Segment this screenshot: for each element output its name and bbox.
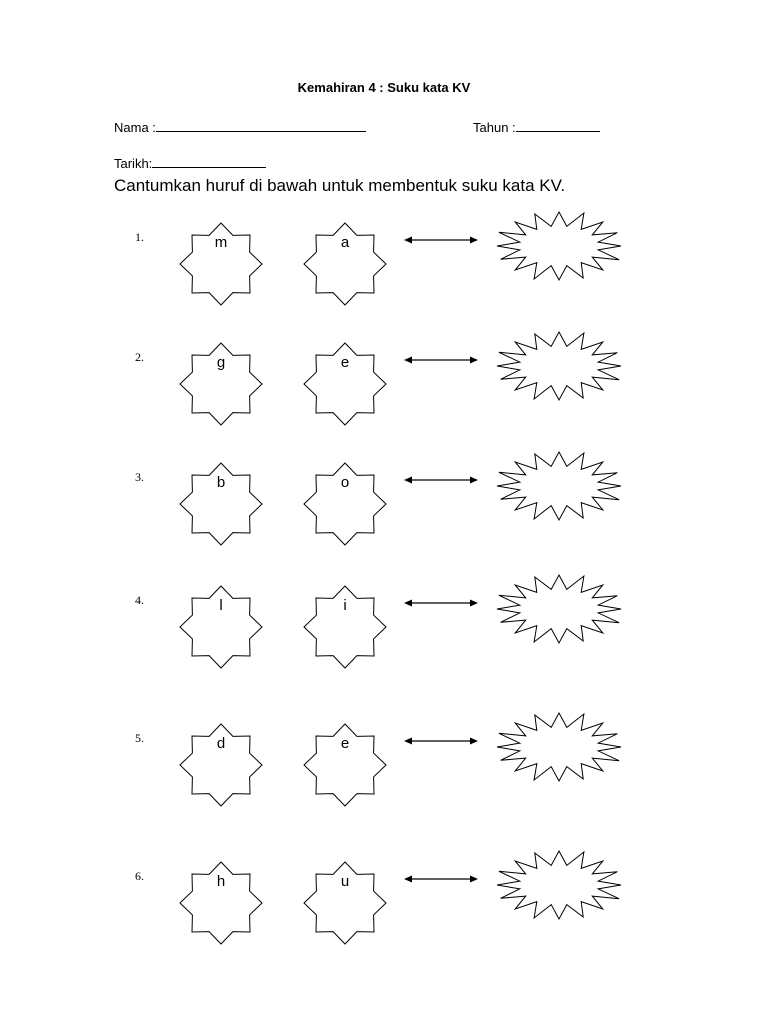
consonant-letter: h: [216, 873, 226, 890]
date-label: Tarikh:: [114, 156, 153, 171]
date-blank-line[interactable]: [152, 154, 266, 168]
year-blank-line[interactable]: [516, 118, 600, 132]
row-number: 3.: [135, 470, 144, 484]
consonant-letter: l: [219, 597, 223, 614]
consonant-star-shape: [179, 723, 263, 807]
consonant-star-shape: [179, 462, 263, 546]
exercise-row: [0, 470, 768, 560]
row-number: 1.: [135, 230, 144, 244]
year-field: [473, 118, 600, 135]
vowel-star-shape: [303, 723, 387, 807]
consonant-letter: d: [216, 735, 226, 752]
consonant-letter: g: [216, 354, 226, 371]
consonant-letter: m: [214, 234, 228, 251]
vowel-star-shape: [303, 585, 387, 669]
consonant-star-shape: [179, 342, 263, 426]
answer-burst-box[interactable]: [494, 711, 624, 783]
row-number: 6.: [135, 869, 144, 883]
exercise-row: [0, 350, 768, 440]
vowel-letter: e: [340, 354, 350, 371]
row-number: 5.: [135, 731, 144, 745]
exercise-row: [0, 593, 768, 683]
exercise-row: [0, 869, 768, 959]
double-arrow-icon: [404, 593, 478, 613]
consonant-letter: b: [216, 474, 226, 491]
double-arrow-icon: [404, 230, 478, 250]
vowel-star-shape: [303, 342, 387, 426]
name-blank-line[interactable]: [156, 118, 366, 132]
consonant-star-shape: [179, 861, 263, 945]
double-arrow-icon: [404, 731, 478, 751]
double-arrow-icon: [404, 350, 478, 370]
consonant-star-shape: [179, 222, 263, 306]
vowel-letter: o: [340, 474, 350, 491]
consonant-star-shape: [179, 585, 263, 669]
worksheet-title: Kemahiran 4 : Suku kata KV: [297, 80, 471, 95]
exercise-row: [0, 230, 768, 320]
name-field: [114, 118, 366, 135]
vowel-letter: u: [340, 873, 350, 890]
answer-burst-box[interactable]: [494, 450, 624, 522]
year-label: Tahun :: [473, 120, 516, 135]
vowel-star-shape: [303, 861, 387, 945]
date-field: [114, 154, 266, 171]
double-arrow-icon: [404, 470, 478, 490]
vowel-letter: a: [340, 234, 350, 251]
double-arrow-icon: [404, 869, 478, 889]
name-label: Nama :: [114, 120, 156, 135]
vowel-letter: i: [343, 597, 347, 614]
answer-burst-box[interactable]: [494, 849, 624, 921]
exercise-row: [0, 731, 768, 821]
answer-burst-box[interactable]: [494, 573, 624, 645]
answer-burst-box[interactable]: [494, 330, 624, 402]
row-number: 4.: [135, 593, 144, 607]
vowel-letter: e: [340, 735, 350, 752]
vowel-star-shape: [303, 462, 387, 546]
instruction-text: Cantumkan huruf di bawah untuk membentuk suku kata KV.: [114, 176, 566, 195]
answer-burst-box[interactable]: [494, 210, 624, 282]
vowel-star-shape: [303, 222, 387, 306]
row-number: 2.: [135, 350, 144, 364]
